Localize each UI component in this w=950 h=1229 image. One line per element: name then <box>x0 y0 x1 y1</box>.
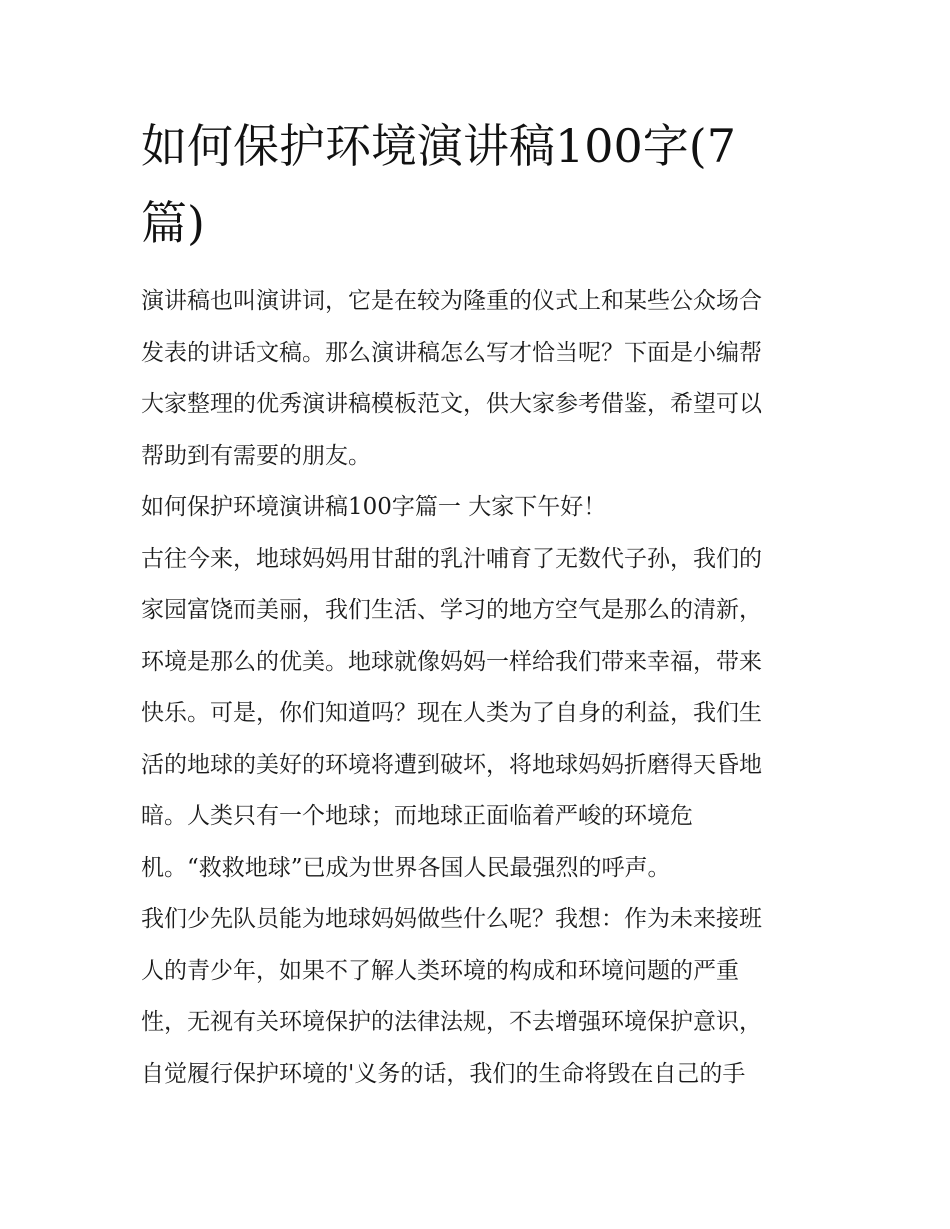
body-line: 帮助到有需要的朋友。 <box>141 442 371 469</box>
document-title <box>141 108 821 262</box>
body-line: 暗。人类只有一个地球；而地球正面临着严峻的环境危 <box>141 803 693 829</box>
body-line: 性，无视有关环境保护的法律法规，不去增强环境保护意识， <box>141 1009 762 1035</box>
body-line: 环境是那么的优美。地球就像妈妈一样给我们带来幸福，带来 <box>141 648 762 675</box>
body-line: 我们少先队员能为地球妈妈做些什么呢？我想：作为未来接班 <box>141 906 762 932</box>
body-line: 快乐。可是，你们知道吗？现在人类为了自身的利益，我们生 <box>141 700 762 726</box>
body-line: 大家整理的优秀演讲稿模板范文，供大家参考借鉴，希望可以 <box>141 391 762 417</box>
body-line: 机。“救救地球”已成为世界各国人民最强烈的呼声。 <box>141 854 671 881</box>
title-line: 篇) <box>141 196 205 250</box>
section-heading-line: 如何保护环境演讲稿100字篇一 大家下午好！ <box>141 494 607 520</box>
body-line: 发表的讲话文稿。那么演讲稿怎么写才恰当呢？下面是小编帮 <box>141 339 762 366</box>
body-line: 活的地球的美好的环境将遭到破坏，将地球妈妈折磨得天昏地 <box>141 751 762 778</box>
title-line: 如何保护环境演讲稿100字(7 <box>141 119 737 173</box>
document-body <box>141 276 821 1100</box>
body-line: 古往今来，地球妈妈用甘甜的乳汁哺育了无数代子孙，我们的 <box>141 545 762 572</box>
body-line: 家园富饶而美丽，我们生活、学习的地方空气是那么的清新， <box>141 597 762 623</box>
body-line: 演讲稿也叫演讲词，它是在较为隆重的仪式上和某些公众场合 <box>141 288 762 314</box>
body-line: 人的青少年，如果不了解人类环境的构成和环境问题的严重 <box>141 957 739 984</box>
body-line: 自觉履行保护环境的'义务的话，我们的生命将毁在自己的手 <box>141 1060 746 1087</box>
